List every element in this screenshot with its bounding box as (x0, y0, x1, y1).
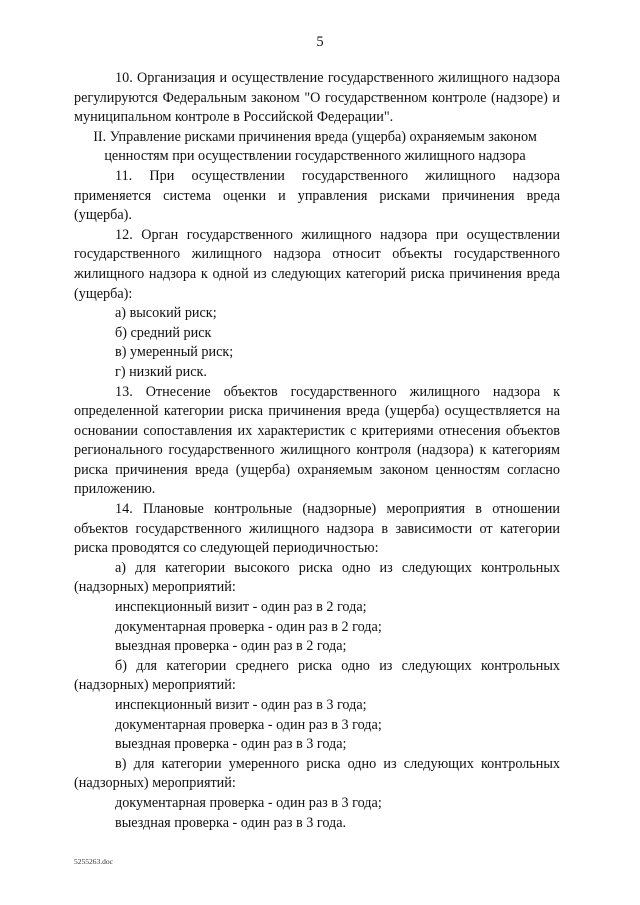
paragraph-12: 12. Орган государственного жилищного надзора при осуществлении государственного жилищного надзора относит объекты государственного жилищного надзора к одной из следующих категорий риска причинения вреда (ущерба): (74, 226, 560, 302)
list-item: г) низкий риск. (115, 363, 207, 380)
list-item: выездная проверка - один раз в 2 года; (115, 638, 347, 655)
paragraph-10: 10. Организация и осуществление государственного жилищного надзора регулируются Федеральным законом "О государственном контроле (надзоре) и муниципальном контроле в Российской Федерации". (74, 70, 560, 126)
paragraph-11: 11. При осуществлении государственного жилищного надзора применяется система оценки и управления рисками причинения вреда (ущерба). (74, 167, 560, 224)
list-item: выездная проверка - один раз в 3 года. (115, 814, 347, 831)
paragraph-13: 13. Отнесение объектов государственного жилищного надзора к определенной категории риска причинения вреда (ущерба) осуществляется на основании сопоставления их характеристик с критериями отнесения объектов регионального государственного жилищного контроля (надзора) к категориям риска причинения вреда (ущерба) охраняемым законом ценностям согласно приложению. (74, 383, 560, 498)
subparagraph-v: в) для категории умеренного риска одно из следующих контрольных (надзорных) мероприятий: (74, 755, 560, 792)
list-item: б) средний риск (115, 324, 212, 341)
list-item: в) умеренный риск; (115, 344, 234, 361)
list-item: инспекционный визит - один раз в 3 года; (115, 697, 367, 713)
paragraph-14: 14. Плановые контрольные (надзорные) мероприятия в отношении объектов государственного жилищного надзора в зависимости от категории риска проводятся со следующей периодичностью: (74, 501, 560, 557)
list-item: документарная проверка - один раз в 3 года; (115, 794, 382, 811)
list-item: выездная проверка - один раз в 3 года; (115, 736, 347, 753)
list-item: а) высокий риск; (115, 305, 217, 322)
list-item: инспекционный визит - один раз в 2 года; (115, 599, 367, 616)
file-name-footer: 5255263.doc (74, 857, 113, 866)
page-number: 5 (316, 34, 324, 50)
subparagraph-a: а) для категории высокого риска одно из следующих контрольных (надзорных) мероприятий: (74, 559, 560, 596)
subparagraph-b: б) для категории среднего риска одно из следующих контрольных (надзорных) мероприятий: (74, 657, 560, 694)
document-body (74, 69, 560, 833)
section-heading-2: II. Управление рисками причинения вреда (ущерба) охраняемым законом ценностям при осуществлении государственного жилищного надзора (93, 128, 537, 165)
list-item: документарная проверка - один раз в 2 года; (115, 618, 382, 635)
list-item: документарная проверка - один раз в 3 года; (115, 716, 382, 733)
